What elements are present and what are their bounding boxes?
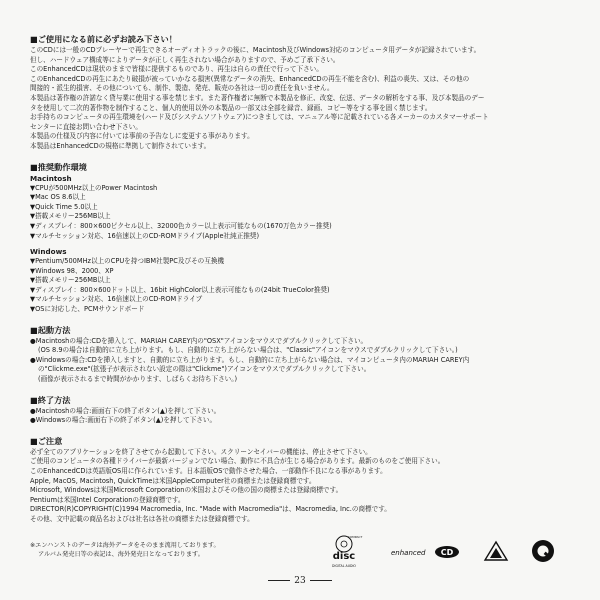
windows-heading: Windows — [30, 247, 67, 257]
caution-line: このEnhancedCDは英語版OS用に作られています。日本語版OSで動作させた場合、一部動作不良になる事があります。 — [30, 467, 387, 475]
exit-line: ●Macintoshの場合:画面右下の終了ボタン(▲)を押して下さい。 — [30, 406, 221, 415]
launch-title: ■起動方法 — [30, 324, 71, 335]
compact-disc-logo-top-text: COMPACT — [347, 535, 363, 539]
notice-line: タを使用して二次的著作物を制作すること、個人的使用以外の本製品の一部又は全部を録音、録画、コピー等をする事を固く禁じます。 — [30, 103, 432, 112]
mac-requirement: ▼マルチセッション対応、16倍速以上のCD-ROMドライブ(Apple社純正推奨) — [30, 231, 260, 240]
enhanced-logo-cd-word: CD — [440, 548, 454, 557]
notice-line: 間接的・派生的損害、その他についても、制作、製造、発売、販売の各社は一切の責任を負いません。 — [30, 84, 334, 93]
notice-line: このEnhancedCDは現状のままで皆様に提供するものであり、再生は自らの責任で行って下さい。 — [30, 65, 323, 74]
mac-requirement: ▼Quick Time 5.0以上 — [30, 202, 98, 211]
page-number — [0, 576, 600, 586]
caution-section — [30, 436, 575, 525]
triangle-logo-icon — [483, 540, 509, 564]
caution-line: その他、文中記載の商品名およびは社名は各社の商標または登録商標です。 — [30, 514, 254, 523]
caution-line: Apple, MacOS, Macintosh, QuickTimeは米国AppleComputer社の商標または登録商標です。 — [30, 476, 316, 485]
footnote: アルバム発売日等の表記は、海外発売日となっております。 — [38, 551, 204, 558]
notice-section — [30, 34, 575, 152]
caution-line: DIRECTOR(R)COPYRIGHT(C)1994 Macromedia, Inc. "Made with Macromedia"は、Macromedia, Inc.の商標です。 — [30, 505, 391, 514]
notice-line: このEnhancedCDの再生にあたり破損が被っていかなる損害(異常なデータの消失、EnhancedCDの再生不能を含む)、利益の喪失、又は、その他の — [30, 74, 470, 83]
notice-lines — [30, 46, 575, 152]
exit-title: ■終了方法 — [30, 394, 71, 405]
caution-line: Microsoft, Windowsは米国Microsoft Corporationの米国およびその他の国の商標または登録商標です。 — [30, 486, 343, 495]
notice-line: 但し、ハードウェア構成等によりデータが正しく再生されない場合がありますので、予めご了承下さい。 — [30, 55, 340, 64]
enhanced-logo-word: enhanced — [391, 549, 426, 557]
footnotes — [30, 541, 340, 559]
mac-heading: Macintosh — [30, 173, 72, 183]
compact-disc-logo-bottom-text: DIGITAL AUDIO — [332, 564, 356, 568]
launch-line: ●Windowsの場合:CDを挿入しますと、自動的に立ち上がります。もし、自動的に立ち上がらない場合は、マイコンピュータ内のMARIAH CAREY内 — [30, 355, 470, 364]
page-number-text: 23 — [294, 576, 306, 586]
windows-requirement: ▼搭載メモリー256MB以上 — [30, 276, 111, 285]
launch-section — [30, 325, 575, 385]
requirements-title: ■推奨動作環境 — [30, 161, 87, 172]
enhanced-cd-logo — [391, 542, 463, 562]
notice-line: 本製品は著作権の許諾なく貸与業に使用する事を禁じます。また著作権者に無断で本製品を修正、改変、伝送、データの解析をする事、及び本製品のデー — [30, 93, 485, 102]
q-circle-logo-icon — [529, 538, 557, 566]
notice-line: 本製品はEnhancedCDの規格に準拠して制作されています。 — [30, 141, 211, 150]
exit-line: ●Windowsの場合:画面右下の終了ボタン(▲)を押して下さい。 — [30, 416, 217, 425]
notice-line: 本製品の仕様及び内容に付いては事前の予告なしに変更する事があります。 — [30, 132, 254, 141]
caution-line: Pentiumは米国Intel Corporationの登録商標です。 — [30, 495, 185, 504]
windows-requirement: ▼Pentium/500MHz以上のCPUを持つIBM社製PC及びその互換機 — [30, 257, 225, 266]
caution-line: ご使用のコンピュータの各種ドライバーが最新バージョンでない場合、動作に不具合が生じる場合があります。最新のものをご使用下さい。 — [30, 457, 445, 466]
launch-line: の"Clickme.exe"(拡張子が表示されない設定の際は"Clickme")アイコンをマウスでダブルクリックして下さい。 — [38, 365, 371, 374]
notice-line: お手持ちのコンピュータの再生環境を(ハード及びシステムソフトウェア)につきましては、マニュアル等に記載されている各メーカーのカスタマーサポート — [30, 113, 489, 122]
windows-requirement: ▼マルチセッション対応、16倍速以上のCD-ROMドライブ — [30, 295, 203, 304]
requirements-section — [30, 162, 575, 315]
exit-section — [30, 395, 575, 426]
launch-line: (画像が表示されるまで時間がかかります、しばらくお待ち下さい。) — [38, 375, 238, 384]
mac-requirement: ▼CPUが500MHz以上のPower Macintosh — [30, 183, 158, 192]
caution-title: ■ご注意 — [30, 435, 63, 446]
launch-line: (OS 8.9の場合は自動的に立ち上がります。もし、自動的に立ち上がらない場合は、"Classic"アイコンをマウスでダブルクリックして下さい。) — [38, 346, 458, 355]
mac-requirement: ▼Mac OS 8.6以上 — [30, 193, 86, 202]
notice-line: センターに直接お問い合わせ下さい。 — [30, 122, 142, 131]
notice-line: このCDには一般のCDプレーヤーで再生できるオーディオトラックの後に、Macintosh及びWindows対応のコンピュータ用データが記録されています。 — [30, 46, 481, 54]
logo-strip — [325, 534, 565, 570]
windows-requirement: ▼OSに対応した、PCMサウンドボード — [30, 305, 145, 314]
document-page — [30, 34, 575, 535]
footnote: ※エンハンストのデータは海外データをそのまま流用しております。 — [30, 542, 220, 549]
caution-line: 必ず全てのアプリケーションを終了させてから起動して下さい。スクリーンセイバーの機能は、停止させて下さい。 — [30, 447, 372, 456]
mac-requirement: ▼搭載メモリー256MB以上 — [30, 212, 111, 221]
mac-requirement: ▼ディスプレイ：800×600ピクセル以上、32000色カラー以上表示可能なもの(1670万色カラー推奨) — [30, 221, 332, 230]
launch-line: ●Macintoshの場合:CDを挿入して、MARIAH CAREY内の"OSX"アイコンをマウスでダブルクリックして下さい。 — [30, 336, 368, 345]
windows-requirement: ▼ディスプレイ：800×600ドット以上、16bit HighColor以上表示可能なもの(24bit TrueColor推奨) — [30, 285, 330, 294]
compact-disc-logo-word: disc — [332, 551, 356, 562]
notice-title: ■ご使用になる前に必ずお読み下さい！ — [30, 34, 177, 44]
windows-requirement: ▼Windows 98、2000、XP — [30, 266, 114, 275]
compact-disc-logo — [325, 534, 363, 570]
